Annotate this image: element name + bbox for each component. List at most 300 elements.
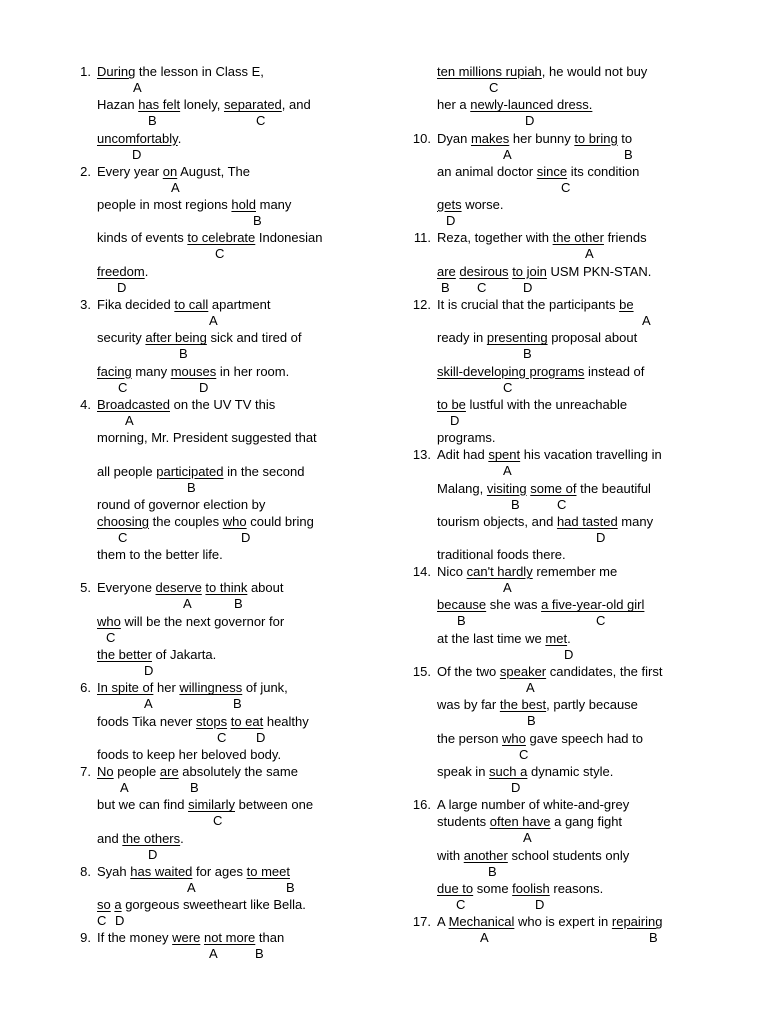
sentence-fragment: people bbox=[113, 763, 160, 779]
sentence-text bbox=[97, 764, 298, 780]
option-letter: A bbox=[523, 830, 532, 846]
underlined-option-phrase: participated bbox=[156, 463, 224, 479]
underlined-option-phrase: some of bbox=[530, 480, 577, 496]
sentence-fragment: tourism objects, and bbox=[437, 513, 557, 529]
sentence-fragment: gorgeous sweetheart like Bella. bbox=[121, 897, 306, 913]
underlined-option-phrase: because bbox=[437, 597, 487, 613]
sentence-fragment: . bbox=[177, 130, 182, 146]
question-line bbox=[437, 514, 700, 547]
option-letter: A bbox=[503, 580, 512, 596]
sentence-fragment: Reza, together with bbox=[437, 230, 553, 246]
underlined-option-phrase: to be bbox=[437, 396, 466, 412]
underlined-option-phrase: to think bbox=[205, 580, 248, 596]
underlined-option-phrase: had tasted bbox=[556, 513, 618, 529]
sentence-text bbox=[437, 264, 651, 280]
option-letter: C bbox=[256, 113, 266, 129]
question-item bbox=[60, 680, 360, 764]
question-line bbox=[437, 764, 700, 797]
sentence-fragment: of Jakarta. bbox=[151, 647, 217, 663]
option-letter: C bbox=[561, 179, 571, 195]
sentence-fragment: Adit had bbox=[437, 447, 489, 463]
question-item bbox=[60, 397, 360, 580]
sentence-text bbox=[437, 430, 496, 446]
underlined-option-phrase: willingness bbox=[179, 680, 243, 696]
sentence-fragment: at the last time we bbox=[437, 630, 546, 646]
sentence-text bbox=[97, 614, 284, 630]
sentence-text bbox=[97, 64, 264, 80]
question-line bbox=[97, 397, 360, 430]
underlined-option-phrase: visiting bbox=[486, 480, 527, 496]
sentence-fragment: foods Tika never bbox=[97, 713, 196, 729]
option-letter: C bbox=[118, 529, 128, 545]
sentence-fragment: speak in bbox=[437, 763, 490, 779]
option-letter: C bbox=[106, 629, 116, 645]
option-letter: D bbox=[144, 663, 154, 679]
sentence-text bbox=[97, 647, 216, 663]
underlined-option-phrase: choosing bbox=[97, 513, 150, 529]
sentence-fragment: . bbox=[144, 263, 149, 279]
sentence-fragment: instead of bbox=[584, 363, 645, 379]
underlined-option-phrase: Mechanical bbox=[448, 914, 515, 930]
question-line bbox=[97, 97, 360, 130]
left-column bbox=[60, 64, 360, 964]
question-line bbox=[97, 764, 360, 797]
sentence-fragment: the beautiful bbox=[576, 480, 651, 496]
option-letter: D bbox=[535, 896, 545, 912]
sentence-fragment: she was bbox=[486, 597, 542, 613]
sentence-text bbox=[97, 131, 181, 147]
option-letter: C bbox=[97, 913, 107, 929]
underlined-option-phrase: a bbox=[114, 897, 122, 913]
option-letter: B bbox=[457, 613, 466, 629]
sentence-fragment: Of the two bbox=[437, 664, 500, 680]
sentence-text bbox=[437, 764, 613, 780]
question-line bbox=[437, 330, 700, 363]
sentence-text bbox=[437, 547, 566, 563]
option-letter: B bbox=[488, 863, 497, 879]
sentence-fragment: sick and tired of bbox=[206, 330, 302, 346]
question-number: 11. bbox=[413, 230, 431, 246]
sentence-fragment: Malang, bbox=[437, 480, 487, 496]
question-line bbox=[97, 464, 360, 497]
underlined-option-phrase: skill-developing programs bbox=[437, 363, 585, 379]
option-letter: B bbox=[148, 113, 157, 129]
sentence-fragment: It is crucial that the participants bbox=[437, 297, 620, 313]
option-letter: A bbox=[187, 879, 196, 895]
sentence-fragment: A bbox=[437, 914, 449, 930]
sentence-text bbox=[97, 430, 317, 446]
sentence-fragment: Everyone bbox=[97, 580, 156, 596]
sentence-text bbox=[437, 397, 627, 413]
option-letter: D bbox=[132, 146, 142, 162]
underlined-option-phrase: mouses bbox=[170, 363, 217, 379]
sentence-text bbox=[437, 731, 643, 747]
question-line bbox=[437, 430, 700, 447]
question-line bbox=[437, 848, 700, 881]
option-letter: A bbox=[171, 179, 180, 195]
question-number: 15. bbox=[412, 664, 431, 680]
question-line bbox=[97, 930, 360, 963]
question-item bbox=[400, 64, 700, 131]
option-letter: C bbox=[215, 246, 225, 262]
sentence-text bbox=[437, 364, 644, 380]
sentence-text bbox=[437, 664, 662, 680]
sentence-fragment: all people bbox=[97, 463, 157, 479]
question-line bbox=[97, 64, 360, 97]
sentence-text bbox=[97, 580, 284, 596]
underlined-option-phrase: who bbox=[97, 613, 121, 629]
option-letter: D bbox=[148, 846, 158, 862]
option-letter: C bbox=[213, 813, 223, 829]
question-line bbox=[97, 197, 360, 230]
question-number: 4. bbox=[80, 396, 91, 412]
underlined-option-phrase: freedom bbox=[97, 263, 145, 279]
sentence-fragment: , partly because bbox=[546, 697, 638, 713]
sentence-text bbox=[97, 97, 311, 113]
question-item bbox=[60, 930, 360, 963]
underlined-option-phrase: speaker bbox=[499, 664, 547, 680]
underlined-option-phrase: not more bbox=[203, 930, 256, 946]
sentence-text bbox=[437, 797, 629, 813]
sentence-fragment: between one bbox=[235, 797, 314, 813]
question-item bbox=[400, 447, 700, 564]
question-item bbox=[60, 297, 360, 397]
sentence-fragment: his vacation travelling in bbox=[520, 447, 662, 463]
question-number: 2. bbox=[80, 163, 91, 179]
sentence-text bbox=[437, 447, 662, 463]
question-line bbox=[437, 447, 700, 480]
underlined-option-phrase: No bbox=[97, 763, 114, 779]
right-column bbox=[400, 64, 700, 947]
underlined-option-phrase: so bbox=[97, 897, 111, 913]
question-item bbox=[60, 164, 360, 297]
sentence-fragment: some bbox=[473, 880, 513, 896]
underlined-option-phrase: similarly bbox=[188, 797, 236, 813]
underlined-option-phrase: In spite of bbox=[97, 680, 154, 696]
question-number: 16. bbox=[412, 797, 431, 813]
question-line bbox=[437, 481, 700, 514]
sentence-fragment: , he would not buy bbox=[541, 64, 648, 79]
underlined-option-phrase: to join bbox=[512, 263, 547, 279]
question-line bbox=[97, 864, 360, 897]
option-letter: C bbox=[456, 896, 466, 912]
option-letter: D bbox=[511, 779, 521, 795]
question-number: 12. bbox=[412, 297, 431, 313]
sentence-text bbox=[97, 714, 309, 730]
sentence-fragment: Indonesian bbox=[255, 230, 323, 246]
question-line bbox=[437, 697, 700, 730]
sentence-fragment: for ages bbox=[192, 863, 247, 879]
sentence-fragment: with bbox=[437, 847, 464, 863]
option-letter: B bbox=[527, 713, 536, 729]
sentence-fragment: was by far bbox=[437, 697, 500, 713]
question-item bbox=[60, 864, 360, 931]
option-letter: A bbox=[209, 313, 218, 329]
sentence-text bbox=[97, 497, 265, 513]
question-line bbox=[437, 797, 700, 814]
sentence-fragment: candidates, the first bbox=[546, 664, 663, 680]
question-line bbox=[97, 364, 360, 397]
option-letter: A bbox=[133, 80, 142, 95]
option-letter: B bbox=[441, 279, 450, 295]
question-line bbox=[437, 297, 700, 330]
underlined-option-phrase: separated bbox=[223, 97, 282, 113]
sentence-fragment: security bbox=[97, 330, 146, 346]
sentence-fragment: will be the next governor for bbox=[120, 613, 285, 629]
question-line bbox=[437, 131, 700, 164]
sentence-fragment: in her room. bbox=[216, 363, 290, 379]
option-letter: C bbox=[489, 80, 499, 95]
underlined-option-phrase: be bbox=[619, 297, 634, 313]
question-line bbox=[437, 664, 700, 697]
sentence-text bbox=[437, 481, 651, 497]
underlined-option-phrase: ten millions rupiah bbox=[437, 64, 542, 79]
sentence-fragment: her a bbox=[437, 97, 471, 113]
underlined-option-phrase: the other bbox=[552, 230, 604, 246]
question-line bbox=[97, 164, 360, 197]
underlined-option-phrase: due to bbox=[437, 880, 474, 896]
sentence-fragment: its condition bbox=[567, 163, 640, 179]
sentence-text bbox=[97, 197, 291, 213]
sentence-text bbox=[437, 230, 647, 246]
option-letter: A bbox=[503, 146, 512, 162]
question-number: 8. bbox=[80, 863, 91, 879]
question-line bbox=[437, 914, 700, 947]
sentence-fragment: on the UV TV this bbox=[170, 396, 276, 412]
sentence-fragment: Hazan bbox=[97, 97, 139, 113]
option-letter: A bbox=[183, 596, 192, 612]
question-line bbox=[97, 897, 360, 930]
sentence-fragment: to bbox=[617, 130, 633, 146]
option-letter: B bbox=[255, 946, 264, 962]
underlined-option-phrase: are bbox=[159, 763, 179, 779]
option-letter: A bbox=[120, 779, 129, 795]
sentence-fragment: of junk, bbox=[242, 680, 288, 696]
underlined-option-phrase: spent bbox=[488, 447, 521, 463]
question-line bbox=[97, 230, 360, 263]
question-line bbox=[97, 797, 360, 830]
question-line bbox=[97, 430, 360, 463]
question-number: 5. bbox=[80, 580, 91, 596]
underlined-option-phrase: who bbox=[502, 730, 526, 746]
option-letter: B bbox=[523, 346, 532, 362]
underlined-option-phrase: can't hardly bbox=[466, 564, 533, 580]
sentence-text bbox=[97, 930, 284, 946]
option-letter: D bbox=[117, 279, 127, 295]
sentence-fragment: kinds of events bbox=[97, 230, 188, 246]
question-line bbox=[97, 264, 360, 297]
sentence-text bbox=[437, 564, 617, 580]
option-letter: A bbox=[642, 313, 651, 329]
option-letter: D bbox=[564, 646, 574, 662]
question-line bbox=[437, 97, 700, 130]
question-number: 17. bbox=[412, 914, 431, 930]
question-line bbox=[437, 264, 700, 297]
sentence-fragment: traditional foods there. bbox=[437, 547, 566, 563]
option-letter: A bbox=[526, 680, 535, 696]
sentence-fragment: Nico bbox=[437, 564, 467, 580]
option-letter: A bbox=[144, 696, 153, 712]
question-line bbox=[437, 814, 700, 847]
underlined-option-phrase: hold bbox=[231, 197, 256, 213]
option-letter: B bbox=[511, 496, 520, 512]
sentence-text bbox=[97, 264, 148, 280]
question-line bbox=[97, 714, 360, 747]
sentence-fragment: programs. bbox=[437, 430, 496, 446]
sentence-text bbox=[437, 514, 653, 530]
underlined-option-phrase: has waited bbox=[130, 863, 193, 879]
sentence-fragment: proposal about bbox=[547, 330, 638, 346]
underlined-option-phrase: the best bbox=[499, 697, 547, 713]
question-number: 9. bbox=[80, 930, 91, 946]
sentence-fragment: about bbox=[247, 580, 284, 596]
underlined-option-phrase: During bbox=[97, 64, 136, 79]
question-number: 7. bbox=[80, 763, 91, 779]
question-line bbox=[437, 164, 700, 197]
question-line bbox=[97, 831, 360, 864]
question-item bbox=[400, 914, 700, 947]
question-line bbox=[437, 597, 700, 630]
sentence-text bbox=[97, 164, 250, 180]
sentence-fragment: than bbox=[255, 930, 285, 946]
question-line bbox=[437, 397, 700, 430]
sentence-fragment: a gang fight bbox=[550, 814, 623, 830]
sentence-fragment: USM PKN-STAN. bbox=[546, 263, 652, 279]
underlined-option-phrase: to meet bbox=[246, 863, 290, 879]
option-letter: B bbox=[190, 779, 199, 795]
question-line bbox=[97, 547, 360, 580]
question-line bbox=[437, 731, 700, 764]
question-line bbox=[97, 680, 360, 713]
sentence-text bbox=[97, 330, 302, 346]
sentence-text bbox=[437, 131, 632, 147]
question-line bbox=[437, 364, 700, 397]
underlined-option-phrase: has felt bbox=[138, 97, 181, 113]
question-number: 13. bbox=[412, 447, 431, 463]
question-number: 10. bbox=[412, 130, 431, 146]
sentence-fragment: her bunny bbox=[509, 130, 575, 146]
question-item bbox=[400, 297, 700, 447]
option-letter: B bbox=[234, 596, 243, 612]
option-letter: D bbox=[523, 279, 533, 295]
sentence-text bbox=[437, 330, 637, 346]
sentence-text bbox=[437, 814, 622, 830]
underlined-option-phrase: since bbox=[536, 163, 568, 179]
option-letter: B bbox=[187, 479, 196, 495]
underlined-option-phrase: deserve bbox=[155, 580, 202, 596]
sentence-fragment: Dyan bbox=[437, 130, 471, 146]
option-letter: B bbox=[179, 346, 188, 362]
underlined-option-phrase: such a bbox=[489, 763, 528, 779]
underlined-option-phrase: after being bbox=[145, 330, 207, 346]
sentence-fragment: Fika decided bbox=[97, 297, 175, 313]
sentence-text bbox=[97, 831, 184, 847]
option-letter: D bbox=[115, 913, 125, 929]
sentence-text bbox=[437, 914, 662, 930]
question-number: 6. bbox=[80, 680, 91, 696]
question-number: 1. bbox=[80, 64, 91, 79]
question-line bbox=[437, 547, 700, 564]
sentence-fragment: A large number of white-and-grey bbox=[437, 797, 630, 813]
question-line bbox=[437, 564, 700, 597]
sentence-fragment: in the second bbox=[223, 463, 305, 479]
sentence-fragment: foods to keep her beloved body. bbox=[97, 746, 282, 762]
question-item bbox=[400, 797, 700, 914]
sentence-fragment: absolutely the same bbox=[178, 763, 298, 779]
option-letter: B bbox=[233, 696, 242, 712]
underlined-option-phrase: another bbox=[463, 847, 508, 863]
underlined-option-phrase: stops bbox=[196, 713, 228, 729]
question-line bbox=[97, 647, 360, 680]
underlined-option-phrase: uncomfortably bbox=[97, 130, 178, 146]
sentence-fragment: Syah bbox=[97, 863, 131, 879]
option-letter: C bbox=[477, 279, 487, 295]
underlined-option-phrase: gets bbox=[437, 197, 462, 213]
underlined-option-phrase: desirous bbox=[459, 263, 509, 279]
question-line bbox=[97, 330, 360, 363]
sentence-text bbox=[437, 97, 592, 113]
sentence-fragment: August, The bbox=[177, 163, 250, 179]
option-letter: A bbox=[585, 246, 594, 262]
underlined-option-phrase: to celebrate bbox=[187, 230, 256, 246]
sentence-fragment: could bring bbox=[246, 513, 314, 529]
underlined-option-phrase: to call bbox=[174, 297, 209, 313]
sentence-text bbox=[437, 164, 639, 180]
sentence-fragment: Every year bbox=[97, 163, 163, 179]
sentence-fragment: but we can find bbox=[97, 797, 189, 813]
sentence-fragment: remember me bbox=[532, 564, 618, 580]
option-letter: C bbox=[596, 613, 606, 629]
option-letter: D bbox=[199, 379, 209, 395]
sentence-text bbox=[437, 297, 634, 313]
underlined-option-phrase: the better bbox=[97, 647, 152, 663]
option-letter: D bbox=[256, 729, 266, 745]
question-number: 3. bbox=[80, 297, 91, 313]
question-line bbox=[437, 881, 700, 914]
sentence-fragment: , and bbox=[281, 97, 311, 113]
underlined-option-phrase: Broadcasted bbox=[97, 396, 170, 412]
sentence-text bbox=[97, 297, 270, 313]
question-item bbox=[60, 64, 360, 164]
option-letter: C bbox=[217, 729, 227, 745]
option-letter: B bbox=[253, 213, 262, 229]
sentence-fragment: apartment bbox=[208, 297, 271, 313]
option-letter: D bbox=[525, 113, 535, 129]
question-item bbox=[400, 664, 700, 797]
question-item bbox=[60, 764, 360, 864]
sentence-fragment: them to the better life. bbox=[97, 547, 223, 563]
option-letter: C bbox=[118, 379, 128, 395]
sentence-fragment: the person bbox=[437, 730, 503, 746]
sentence-fragment: the couples bbox=[149, 513, 223, 529]
question-item bbox=[400, 230, 700, 297]
underlined-option-phrase: who bbox=[222, 513, 247, 529]
sentence-text bbox=[437, 881, 603, 897]
sentence-fragment: If the money bbox=[97, 930, 173, 946]
sentence-text bbox=[437, 631, 571, 647]
sentence-text bbox=[97, 797, 313, 813]
sentence-fragment: gave speech had to bbox=[525, 730, 643, 746]
option-letter: C bbox=[557, 496, 567, 512]
sentence-fragment: . bbox=[567, 630, 571, 646]
underlined-option-phrase: were bbox=[172, 930, 201, 946]
underlined-option-phrase: the others bbox=[122, 830, 181, 846]
sentence-fragment: healthy bbox=[263, 713, 309, 729]
sentence-text bbox=[97, 547, 223, 563]
underlined-option-phrase: newly-launced dress. bbox=[470, 97, 593, 113]
sentence-fragment: lustful with the unreachable bbox=[465, 396, 628, 412]
underlined-option-phrase: are bbox=[437, 263, 456, 279]
